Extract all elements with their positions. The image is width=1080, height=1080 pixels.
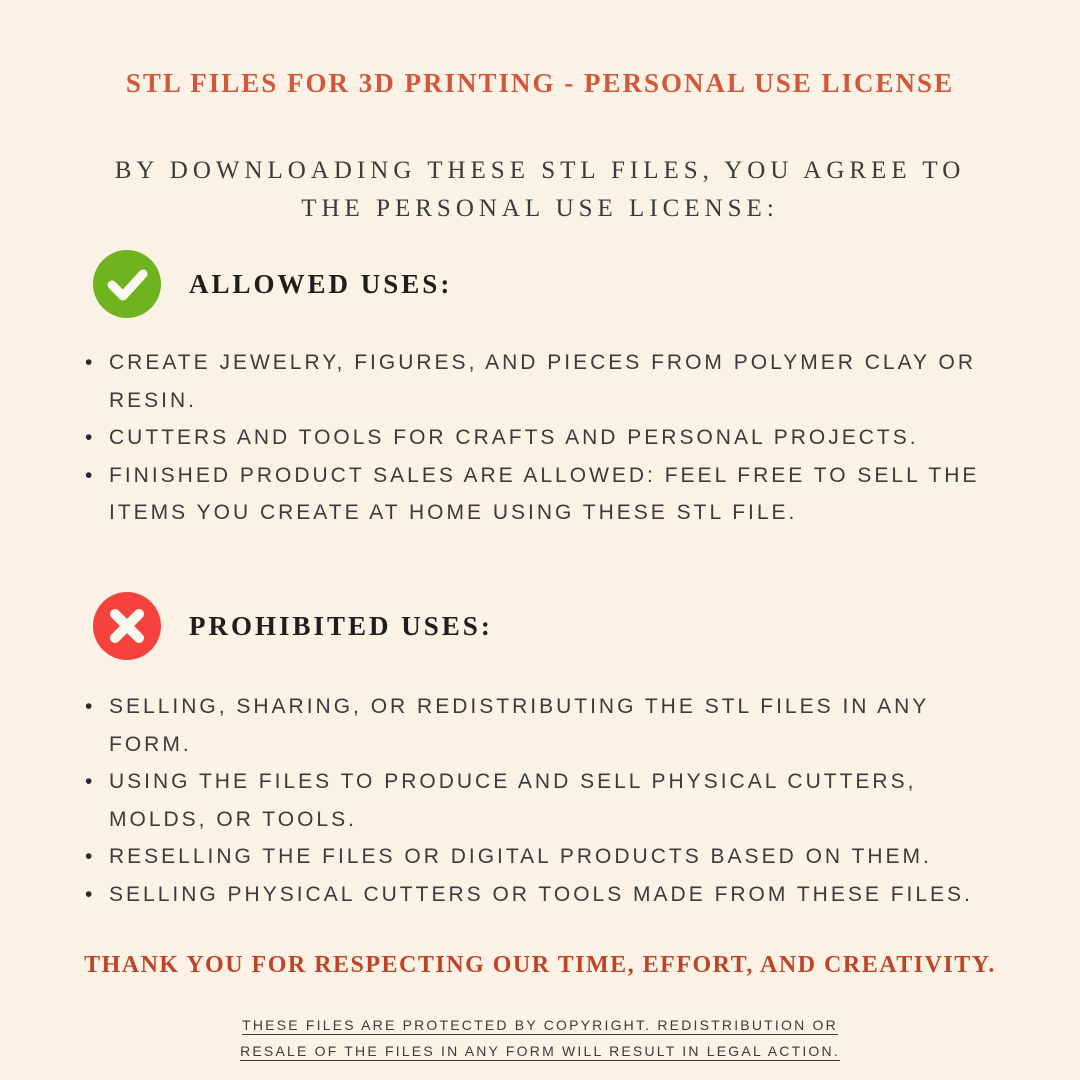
check-circle-icon — [93, 250, 161, 318]
subtitle — [0, 152, 1080, 228]
legal-line-2: RESALE OF THE FILES IN ANY FORM WILL RESULT IN LEGAL ACTION. — [240, 1043, 840, 1059]
list-item: • USING THE FILES TO PRODUCE AND SELL PHYSICAL CUTTERS, MOLDS, OR TOOLS. — [85, 763, 1000, 838]
page-title: STL FILES FOR 3D PRINTING - PERSONAL USE LICENSE — [125, 68, 955, 98]
prohibited-heading: PROHIBITED USES: — [189, 610, 493, 641]
thank-you-line: THANK YOU FOR RESPECTING OUR TIME, EFFORT, AND CREATIVITY. — [84, 952, 996, 978]
list-item: • CUTTERS AND TOOLS FOR CRAFTS AND PERSONAL PROJECTS. — [85, 419, 1000, 457]
subtitle-line-1: BY DOWNLOADING THESE STL FILES, YOU AGREE TO — [114, 157, 966, 184]
allowed-heading: ALLOWED USES: — [189, 268, 453, 299]
legal-notice — [0, 1012, 1080, 1064]
subtitle-line-2: THE PERSONAL USE LICENSE: — [301, 195, 779, 222]
legal-line-1: THESE FILES ARE PROTECTED BY COPYRIGHT. REDISTRIBUTION OR — [242, 1017, 838, 1033]
prohibited-section-header — [93, 592, 493, 660]
allowed-list — [85, 344, 1000, 532]
list-item: • RESELLING THE FILES OR DIGITAL PRODUCTS BASED ON THEM. — [85, 838, 1000, 876]
list-item: • SELLING, SHARING, OR REDISTRIBUTING THE STL FILES IN ANY FORM. — [85, 688, 1000, 763]
list-item: • FINISHED PRODUCT SALES ARE ALLOWED: FEEL FREE TO SELL THE ITEMS YOU CREATE AT HOME USING THESE STL FILE. — [85, 457, 1000, 532]
list-item: • CREATE JEWELRY, FIGURES, AND PIECES FROM POLYMER CLAY OR RESIN. — [85, 344, 1000, 419]
x-circle-icon — [93, 592, 161, 660]
prohibited-list — [85, 688, 1000, 913]
list-item: • SELLING PHYSICAL CUTTERS OR TOOLS MADE FROM THESE FILES. — [85, 876, 1000, 914]
allowed-section-header — [93, 250, 452, 318]
